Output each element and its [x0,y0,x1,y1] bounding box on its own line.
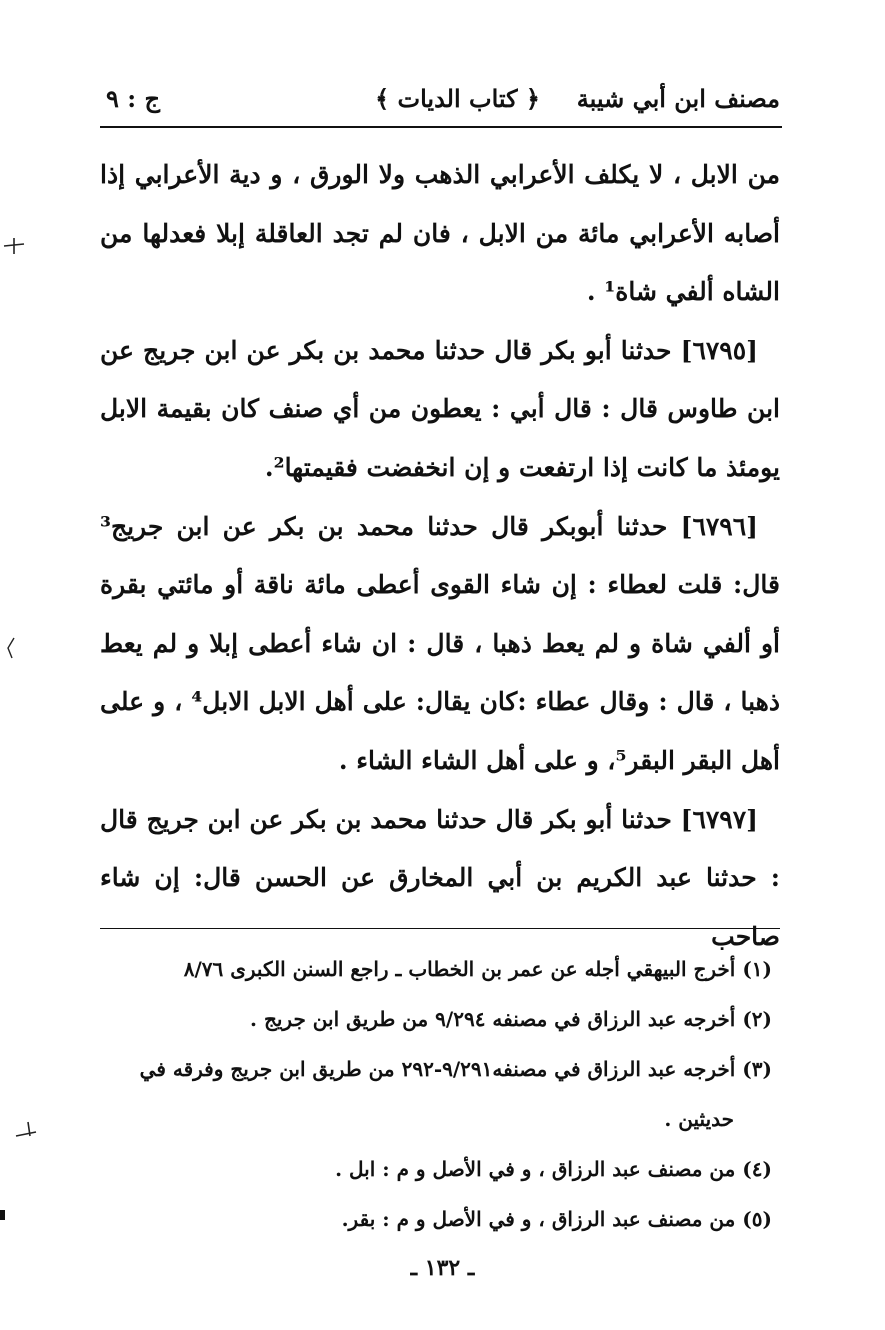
paragraph-hadith-6796: [٦٧٩٦] حدثنا أبوبكر قال حدثنا محمد بن بكر عن ابن جريج³ قال: قلت لعطاء : إن شاء القوى أعطى مائة ناقة أو مائتي بقرة أو ألفي شاة و لم يعط ذهبا ، قال : ان شاء أعطى إبلا و لم يعط ذهبا ، قال : وقال عطاء :كان يقال: على أهل الابل الابل⁴ ، و على أهل البقر البقر⁵، و على أهل الشاء الشاء . [100,511,780,775]
paragraph: من الابل ، لا يكلف الأعرابي الذهب ولا الورق ، و دية الأعرابي إذا أصابه الأعرابي مائة من الابل ، فان لم تجد العاقلة إبلا فعدلها من الشاه ألفي شاة¹ . [100,160,780,307]
footnote-text: (٥) من مصنف عبد الرزاق ، و في الأصل و م : بقر. [341,1207,772,1231]
footnote-3 [100,1044,772,1144]
page-number: ـ ١٣٢ ـ [410,1255,475,1281]
footnote-rule [100,928,780,929]
footnote-2 [100,994,772,1044]
binding-mark-icon [14,1118,38,1142]
main-text [100,146,780,966]
footnote-text: (٣) أخرجه عبد الرزاق في مصنفه٩/٢٩١-٢٩٢ من طريق ابن جريج وفرقه في [139,1057,772,1081]
footnote-continuation: حديثين . [664,1107,734,1131]
book-title: مصنف ابن أبي شيبة [576,84,780,113]
footnote-5 [100,1194,772,1244]
footnote-1 [100,944,772,994]
footnotes [100,944,772,1244]
volume-label: ج : ٩ [106,84,160,113]
binding-mark-icon [0,636,24,660]
binding-mark-icon [2,234,26,258]
header-rule [100,126,782,128]
running-header [100,78,780,122]
paragraph-hadith-6795: [٦٧٩٥] حدثنا أبو بكر قال حدثنا محمد بن بكر عن ابن جريج عن ابن طاوس قال : قال أبي : يعطون من أي صنف كان بقيمة الابل يومئذ ما كانت إذا ارتفعت و إن انخفضت فقيمتها². [100,335,780,482]
footnote-text: (١) أخرج البيهقي أجله عن عمر بن الخطاب ـ راجع السنن الكبرى ٨/٧٦ [183,957,772,981]
paragraph-hadith-6797: [٦٧٩٧] حدثنا أبو بكر قال حدثنا محمد بن بكر عن ابن جريج قال : حدثنا عبد الكريم بن أبي المخارق عن الحسن قال: إن شاء صاحب [100,804,780,951]
footnote-4 [100,1144,772,1194]
footnote-text: (٢) أخرجه عبد الرزاق في مصنفه ٩/٢٩٤ من طريق ابن جريج . [250,1007,772,1031]
edge-mark [0,1210,5,1220]
chapter-title: ﴿ كتاب الديات ﴾ [375,84,540,113]
footnote-text: (٤) من مصنف عبد الرزاق ، و في الأصل و م : ابل . [335,1157,772,1181]
